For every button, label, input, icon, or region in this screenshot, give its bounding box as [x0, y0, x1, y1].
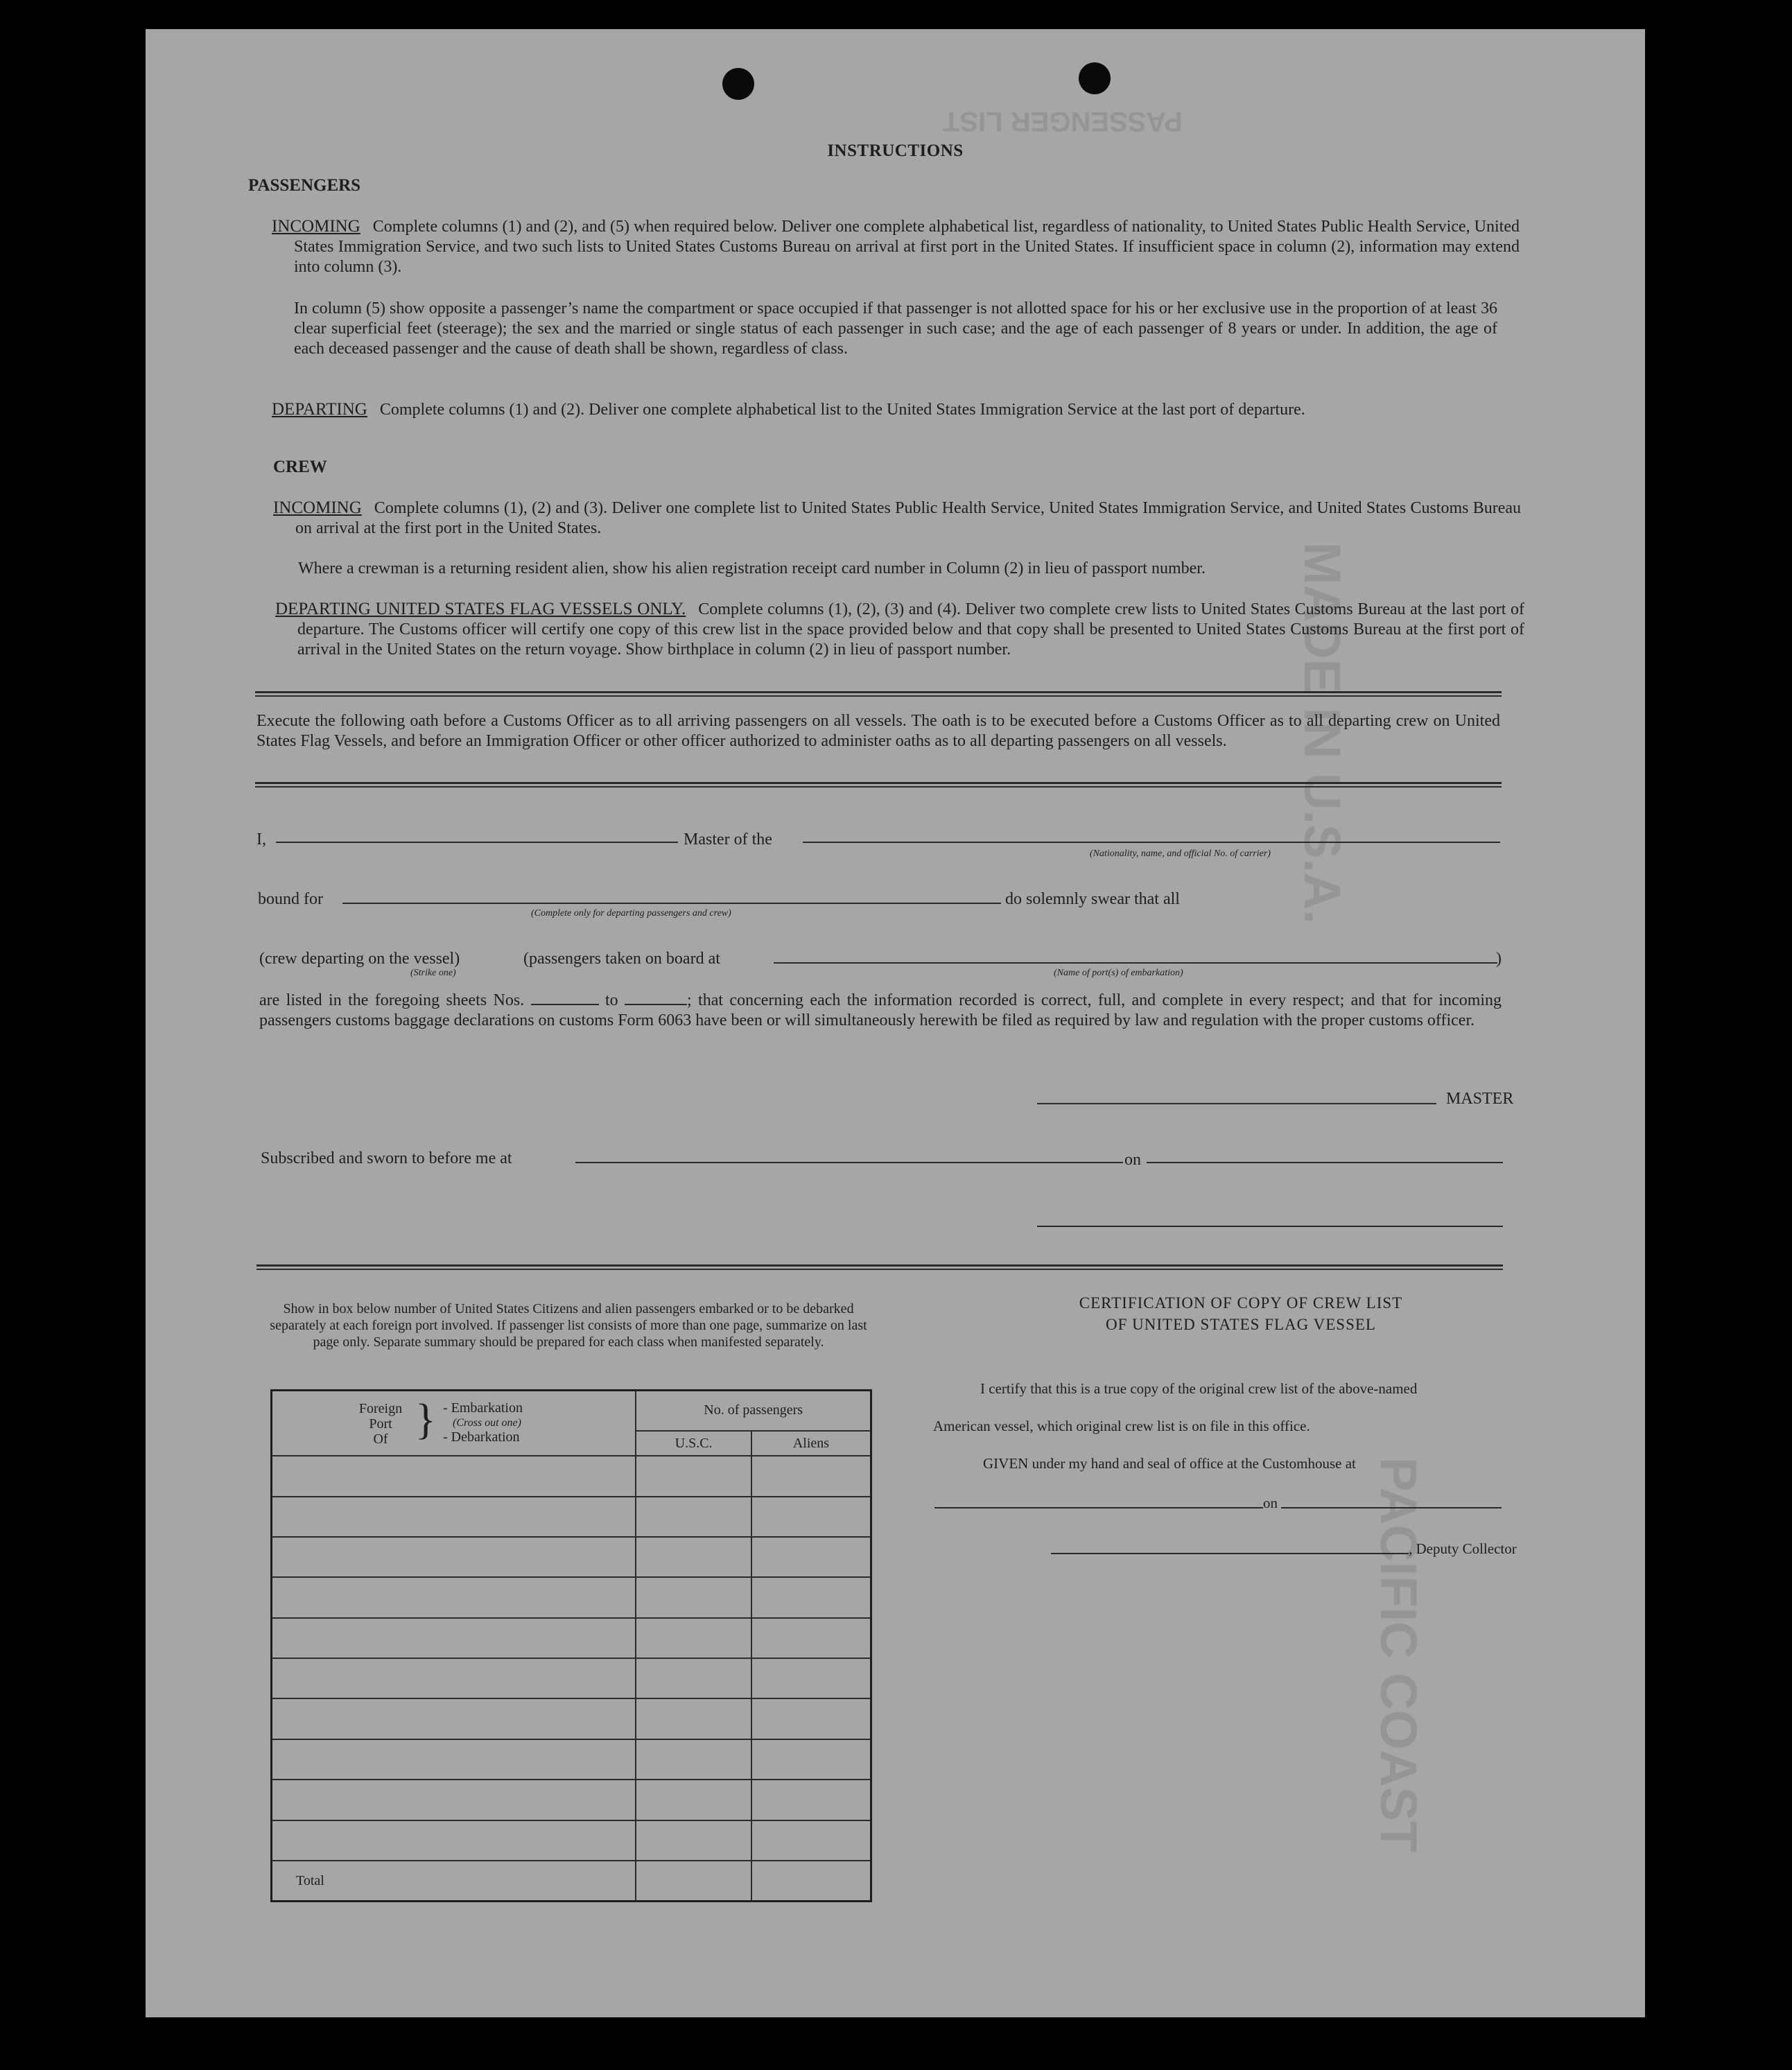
- certify-line2: American vessel, which original crew list is on file in this office.: [933, 1418, 1310, 1434]
- port-cell[interactable]: [272, 1698, 636, 1739]
- crew-departing-label: DEPARTING UNITED STATES FLAG VESSELS ONLY.: [275, 600, 686, 618]
- certification-on-label: on: [1263, 1495, 1278, 1511]
- bleed-through-stamp: PACIFIC COAST: [1370, 1457, 1427, 1853]
- usc-header: U.S.C.: [636, 1431, 751, 1456]
- divider: [255, 691, 1502, 697]
- crew-heading: CREW: [273, 458, 327, 476]
- passengers-heading: PASSENGERS: [248, 176, 361, 195]
- subscribed-on-label: on: [1124, 1151, 1141, 1169]
- deputy-collector-signature-field[interactable]: [1051, 1553, 1409, 1554]
- ports-note: (Name of port(s) of embarkation): [1054, 968, 1183, 978]
- certification-title-line2: OF UNITED STATES FLAG VESSEL: [1106, 1316, 1376, 1333]
- solemnly-swear-label: do solemnly swear that all: [1005, 890, 1180, 908]
- strike-one-note: (Strike one): [410, 968, 456, 978]
- certification-title-line1: CERTIFICATION OF COPY OF CREW LIST: [1079, 1294, 1403, 1312]
- passengers-departing-text: Complete columns (1) and (2). Deliver one complete alphabetical list to the United States Immigration Service at the last port of departure.: [379, 401, 1305, 419]
- certify-line1: I certify that this is a true copy of the original crew list of the above-named: [980, 1380, 1418, 1397]
- cross-out-note: (Cross out one): [453, 1417, 521, 1429]
- document-page: [146, 29, 1645, 2017]
- aliens-cell[interactable]: [751, 1497, 871, 1537]
- debarkation-option[interactable]: - Debarkation: [443, 1429, 520, 1445]
- usc-cell[interactable]: [636, 1820, 751, 1861]
- usc-cell[interactable]: [636, 1780, 751, 1820]
- sheets-paragraph: [259, 990, 1502, 1031]
- subscribed-label: Subscribed and sworn to before me at: [261, 1149, 512, 1167]
- passenger-summary-table: [270, 1389, 872, 1902]
- oath-intro-paragraph: Execute the following oath before a Customs Officer as to all arriving passengers on all vessels. The oath is to be executed before a Customs Officer as to all departing crew on United States Flag Vessels, and before an Immigration Officer or other officer authorized to administer oaths as to all departing passengers on all vessels.: [256, 712, 1500, 750]
- aliens-cell[interactable]: [751, 1537, 871, 1577]
- summary-instructions: Show in box below number of United States Citizens and alien passengers embarked or to be debarked separately at each foreign port involved. If passenger list consists of more than one page, summarize on last page only. Separate summary should be prepared for each class when manifested separately.: [270, 1301, 867, 1350]
- passengers-taken-option[interactable]: (passengers taken on board at: [523, 950, 720, 968]
- usc-cell[interactable]: [636, 1739, 751, 1780]
- divider: [256, 1264, 1503, 1270]
- oath-i-label: I,: [256, 830, 266, 849]
- port-cell[interactable]: [272, 1820, 636, 1861]
- crew-departing-text: Complete columns (1), (2), (3) and (4). Deliver two complete crew lists to United States Customs Bureau at the last port of departure. The Customs officer will certify one copy of this crew list in the space provided below and that copy shall be presented to United States Customs Bureau at the first port of arrival in the United States on the return voyage. Show birthplace in column (2) in lieu of passport number.: [297, 600, 1524, 659]
- port-cell[interactable]: [272, 1780, 636, 1820]
- closing-paren: ): [1496, 950, 1502, 968]
- subscribed-date-field[interactable]: [1147, 1162, 1503, 1163]
- subscribed-place-field[interactable]: [575, 1162, 1123, 1163]
- of-label: Of: [373, 1432, 388, 1447]
- port-cell[interactable]: [272, 1537, 636, 1577]
- usc-cell[interactable]: [636, 1577, 751, 1617]
- divider: [255, 782, 1502, 788]
- total-label: Total: [296, 1872, 324, 1888]
- port-cell[interactable]: [272, 1658, 636, 1698]
- embarkation-ports-field[interactable]: [774, 962, 1497, 964]
- deputy-collector-label: , Deputy Collector: [1409, 1540, 1517, 1557]
- punch-hole-left: [722, 68, 754, 100]
- aliens-cell[interactable]: [751, 1658, 871, 1698]
- officer-signature-field[interactable]: [1037, 1226, 1503, 1227]
- master-signature-field[interactable]: [1037, 1103, 1436, 1104]
- punch-hole-right: [1079, 62, 1111, 94]
- passengers-departing-paragraph: [272, 399, 1520, 420]
- carrier-field[interactable]: [803, 842, 1500, 843]
- passengers-incoming-paragraph: [272, 216, 1520, 277]
- page-title: INSTRUCTIONS: [827, 141, 964, 160]
- crew-departing-option[interactable]: (crew departing on the vessel): [259, 950, 460, 968]
- brace-icon: }: [415, 1396, 436, 1443]
- given-line: GIVEN under my hand and seal of office at the Customhouse at: [983, 1455, 1356, 1472]
- total-usc-cell[interactable]: [636, 1861, 751, 1901]
- port-cell[interactable]: [272, 1456, 636, 1496]
- port-cell[interactable]: [272, 1497, 636, 1537]
- total-aliens-cell[interactable]: [751, 1861, 871, 1901]
- port-cell[interactable]: [272, 1739, 636, 1780]
- crew-resident-paragraph: Where a crewman is a returning resident alien, show his alien registration receipt card number in Column (2) in lieu of passport number.: [298, 559, 1206, 577]
- usc-cell[interactable]: [636, 1698, 751, 1739]
- crew-incoming-paragraph: [273, 498, 1521, 539]
- carrier-note: (Nationality, name, and official No. of carrier): [1090, 849, 1271, 859]
- bound-for-note: (Complete only for departing passengers and crew): [531, 908, 731, 919]
- aliens-cell[interactable]: [751, 1698, 871, 1739]
- master-of-the-label: Master of the: [684, 830, 772, 849]
- master-name-field[interactable]: [276, 842, 678, 843]
- aliens-header: Aliens: [751, 1431, 871, 1456]
- master-label: MASTER: [1446, 1090, 1514, 1108]
- total-label-cell: [272, 1861, 636, 1901]
- aliens-cell[interactable]: [751, 1618, 871, 1658]
- aliens-cell[interactable]: [751, 1780, 871, 1820]
- usc-cell[interactable]: [636, 1618, 751, 1658]
- bound-for-label: bound for: [258, 890, 323, 908]
- crew-departing-paragraph: [275, 599, 1524, 660]
- aliens-cell[interactable]: [751, 1456, 871, 1496]
- aliens-cell[interactable]: [751, 1739, 871, 1780]
- bleed-through-stamp: MADE IN U.S.A.: [1294, 542, 1351, 924]
- aliens-cell[interactable]: [751, 1577, 871, 1617]
- usc-cell[interactable]: [636, 1537, 751, 1577]
- certification-title: [1040, 1292, 1442, 1335]
- port-label: Port: [369, 1416, 392, 1432]
- embarkation-option[interactable]: - Embarkation: [443, 1400, 523, 1416]
- port-cell[interactable]: [272, 1618, 636, 1658]
- foreign-port-header: [272, 1391, 636, 1456]
- sheets-post-text: ; that concerning each the information recorded is correct, full, and complete in every respect; and that for incoming passengers customs baggage declarations on customs Form 6063 have been or will simultaneously herewith be filed as required by law and regulation with the proper customs officer.: [259, 991, 1502, 1029]
- crew-incoming-label: INCOMING: [273, 498, 362, 517]
- passengers-column5-paragraph: In column (5) show opposite a passenger’s name the compartment or space occupied if that passenger is not allotted space for his or her exclusive use in the proportion of at least 36 clear superficial feet (steerage); the sex and the married or single status of each passenger in such case; and the age of each passenger of 8 years or under. In addition, the age of each deceased passenger and the cause of death shall be shown, regardless of class.: [294, 299, 1497, 358]
- crew-incoming-text: Complete columns (1), (2) and (3). Deliver one complete list to United States Public Health Service, United States Immigration Service, and United States Customs Bureau on arrival at the first port in the United States.: [295, 499, 1521, 537]
- sheet-to-field[interactable]: [625, 990, 687, 1005]
- foreign-label: Foreign: [358, 1401, 403, 1416]
- passengers-incoming-label: INCOMING: [272, 217, 360, 236]
- usc-cell[interactable]: [636, 1456, 751, 1496]
- passengers-incoming-text: Complete columns (1) and (2), and (5) when required below. Deliver one complete alphabetical list, regardless of nationality, to United States Public Health Service, United States Immigration Service, and two such lists to United States Customs Bureau on arrival at first port in the United States. If insufficient space in column (2), information may extend into column (3).: [294, 218, 1520, 276]
- bound-for-field[interactable]: [342, 903, 1001, 904]
- usc-cell[interactable]: [636, 1658, 751, 1698]
- usc-cell[interactable]: [636, 1497, 751, 1537]
- sheets-pre-text: are listed in the foregoing sheets Nos.: [259, 991, 525, 1009]
- passengers-departing-label: DEPARTING: [272, 400, 367, 419]
- port-cell[interactable]: [272, 1577, 636, 1617]
- customhouse-field[interactable]: [934, 1507, 1263, 1508]
- bleed-through-stamp: PASSENGER LIST: [943, 106, 1183, 137]
- to-label: to: [604, 991, 618, 1009]
- no-passengers-header: No. of passengers: [636, 1391, 871, 1431]
- aliens-cell[interactable]: [751, 1820, 871, 1861]
- sheet-from-field[interactable]: [531, 990, 599, 1005]
- certification-date-field[interactable]: [1281, 1507, 1502, 1508]
